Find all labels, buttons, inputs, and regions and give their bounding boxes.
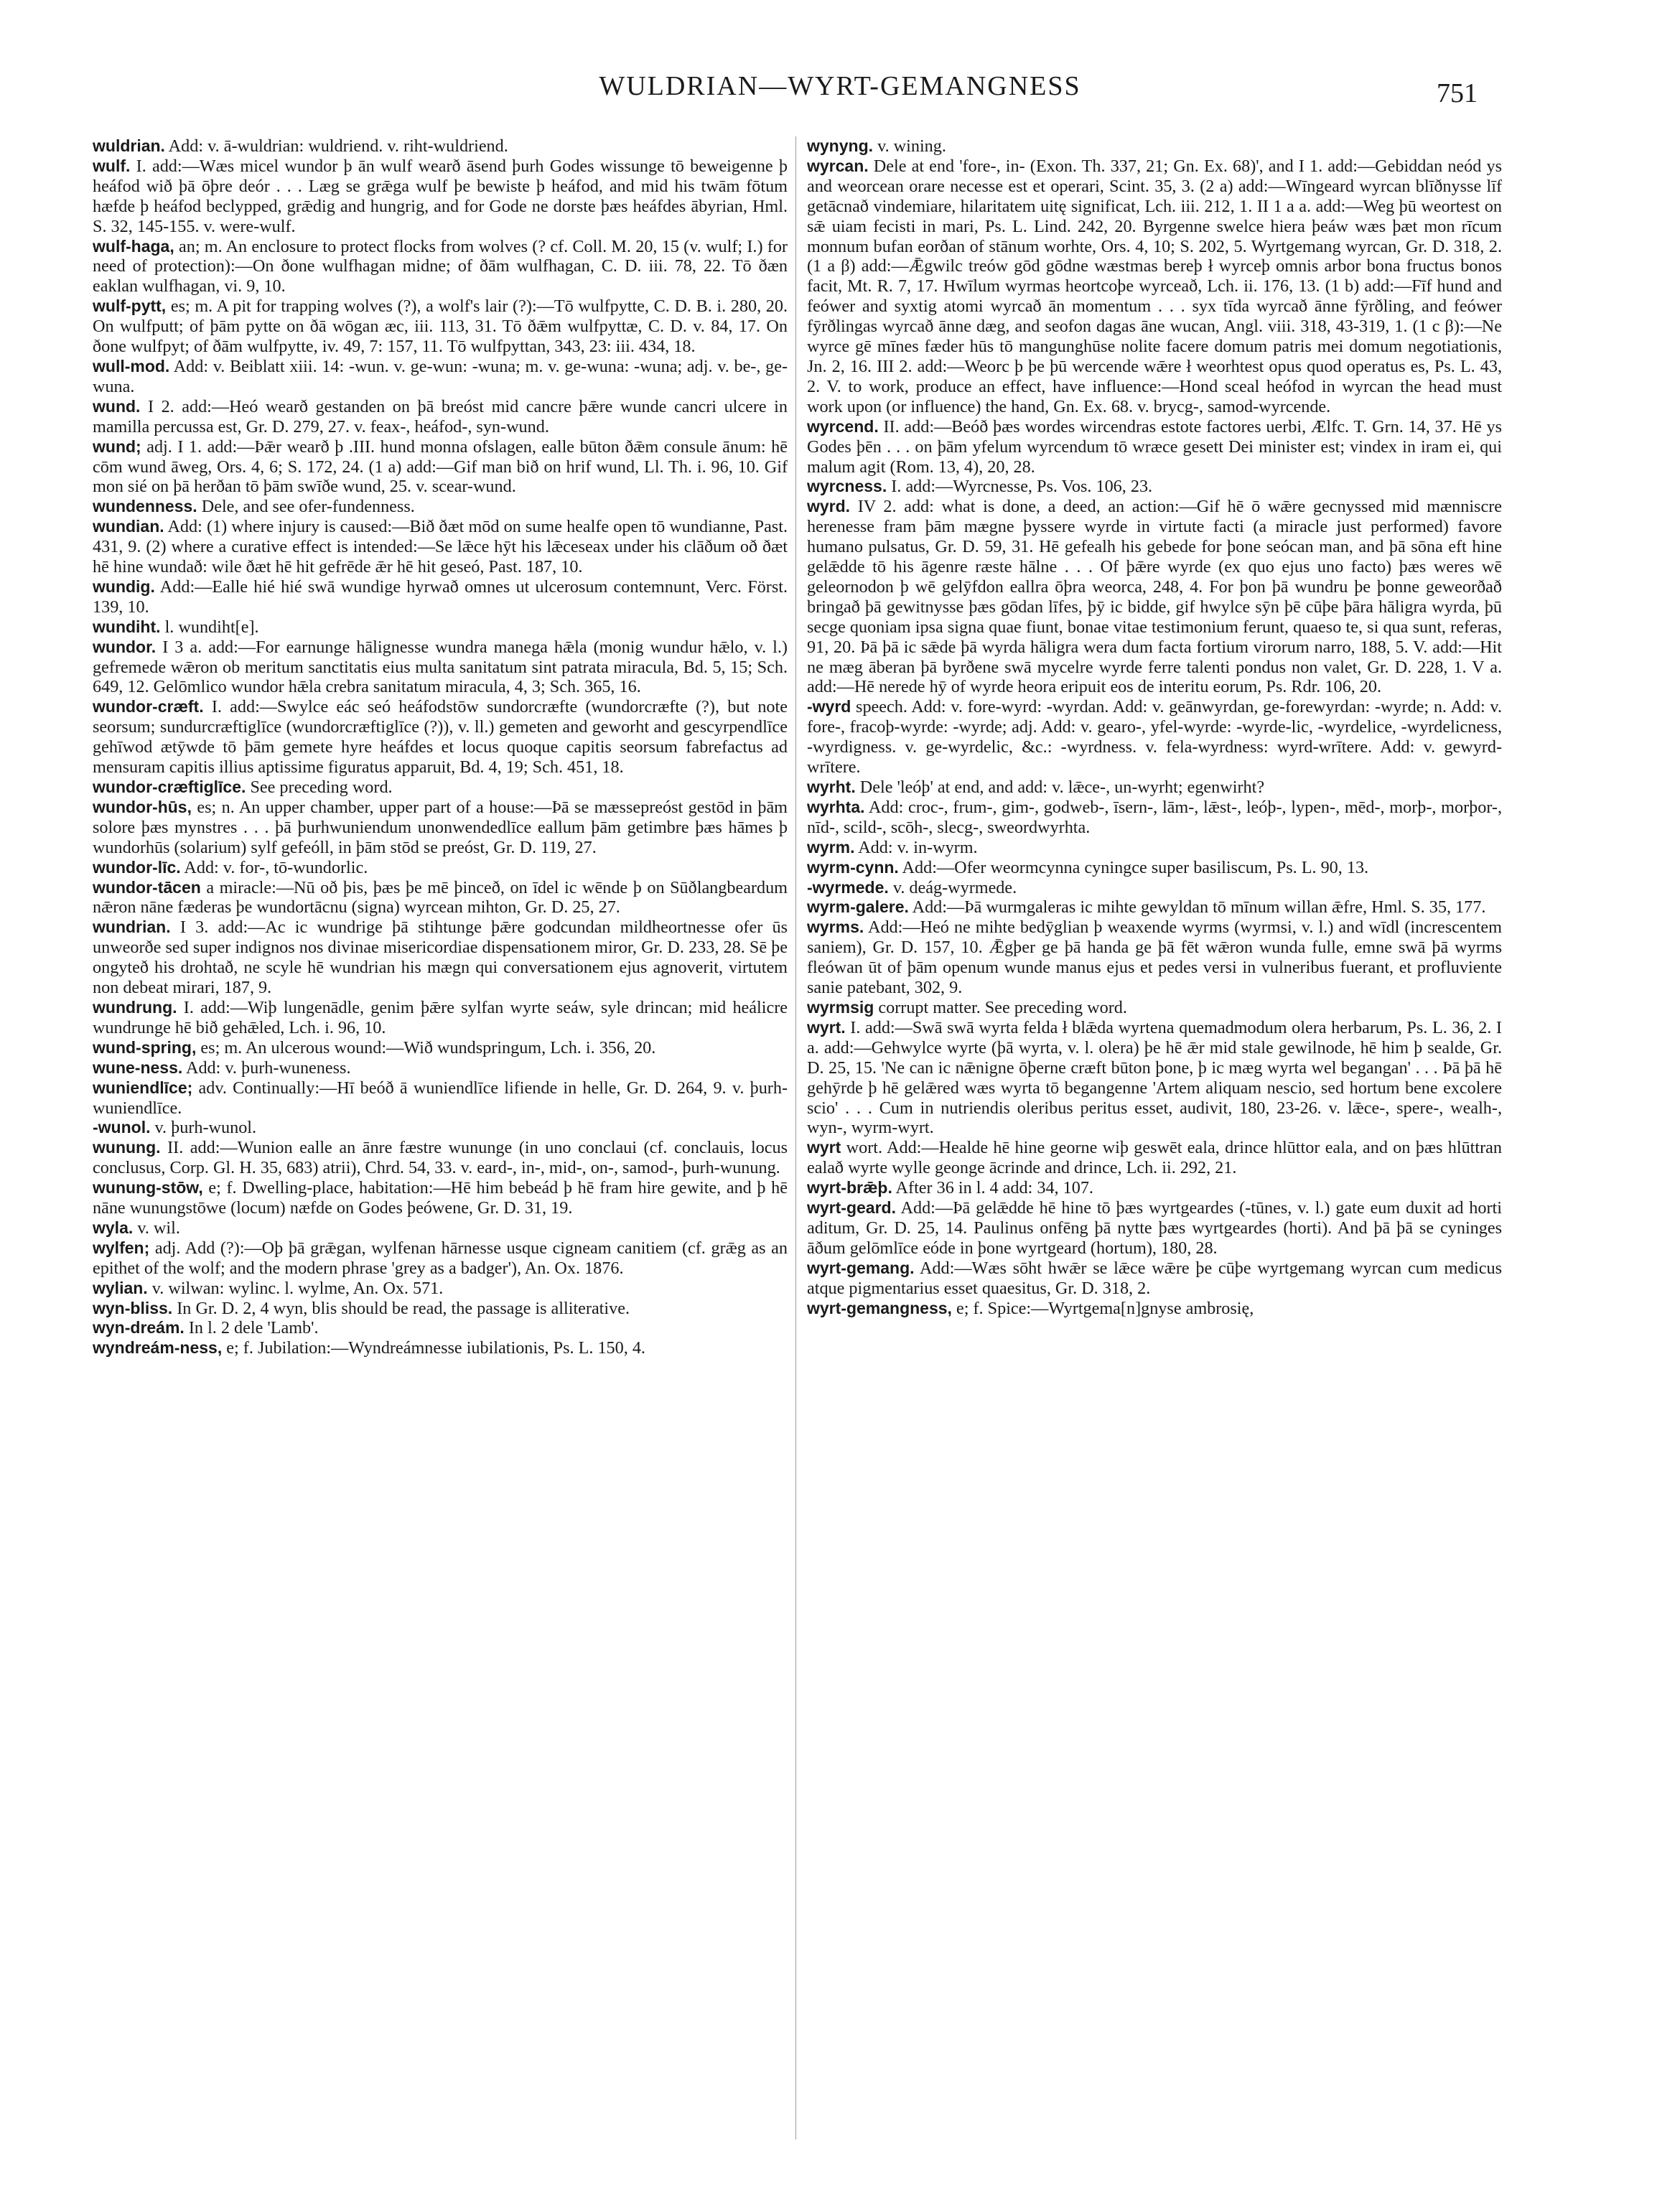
entry-text: After 36 in l. 4 add: 34, 107.	[892, 1178, 1093, 1198]
entry-text: II. add:—Beóð þæs wordes wircendras estote factores uerbi, Ælfc. T. Grn. 14, 37. Hē ys Godes þēn . . . on þām yfelum wyrcendum tō wræce gesett Dei minister est; vindex in iram ei, qui malum agit (Rom. 13, 4), 20, 28.	[807, 416, 1502, 477]
headword: wyrt	[807, 1138, 841, 1157]
headword: wylian.	[93, 1278, 148, 1297]
column-divider	[795, 136, 796, 2139]
running-title: WULDRIAN—WYRT-GEMANGNESS	[599, 71, 1081, 101]
headword: wyla.	[93, 1218, 134, 1237]
right-column	[807, 136, 1502, 2161]
page-header	[0, 66, 1680, 116]
headword: wyrcend.	[807, 416, 879, 436]
entry-text: v. wil.	[133, 1218, 180, 1238]
headword: wyrt-brǣþ.	[807, 1178, 892, 1198]
dictionary-entry	[93, 297, 788, 357]
headword: wyrt-gemang.	[807, 1258, 915, 1277]
dictionary-entry	[807, 157, 1502, 417]
headword: wyrcan.	[807, 156, 869, 175]
entry-text: e; f. Jubilation:—Wyndreámnesse iubilationis, Ps. L. 150, 4.	[222, 1338, 645, 1358]
headword: wulf-haga,	[93, 236, 174, 256]
headword: wyrt-geard.	[807, 1198, 896, 1218]
headword: wundor-cræftiglīce.	[93, 778, 246, 796]
headword: wylfen;	[93, 1238, 150, 1257]
dictionary-entry	[93, 858, 788, 878]
entry-text: Dele 'leóþ' at end, and add: v. lǣce-, un-wyrht; egenwirht?	[855, 778, 1265, 797]
entry-text: es; m. A pit for trapping wolves (?), a wolf's lair (?):—Tō wulfpytte, C. D. B. i. 280, 20. On wulfputt; of þām pytte on ðā wōgan æc, iii. 113, 31. Tō ðǣm wulfpyttæ, C. D. v. 84, 17. On ðone wulfpyt; of ðām wulfpytte, iv. 49, 7: 157, 11. Tō wulfpyttan, 343, 23: iii. 434, 18.	[93, 297, 788, 357]
headword: wyrmsig	[807, 997, 874, 1017]
headword: wyrht.	[807, 778, 856, 796]
headword: wuniendlīce;	[93, 1078, 193, 1097]
entry-text: II. add:—Wunion ealle an ānre fæstre wununge (in uno conclaui (cf. conclauis, locus conclusus, Corp. Gl. H. 35, 683) atrii), Chrd. 54, 33. v. eard-, in-, mid-, on-, samod-, þurh-wunung.	[93, 1138, 788, 1178]
entry-text: adj. Add (?):—Oþ þā grǣgan, wylfenan hārnesse usque cigneam canitiem (cf. grǣg as an epithet of the wolf; and the modern phrase 'grey as a badger'), An. Ox. 1876.	[93, 1238, 788, 1278]
dictionary-entry	[807, 798, 1502, 838]
entry-text: I. add:—Wæs micel wundor þ ān wulf wearð āsend þurh Godes wissunge tō beweigenne þ heáfod wið þā ōþre deór . . . Læg se grǣga wulf þe bewiste þ heáfod, and mid his twām fōtum hæfde þ heáfod beclypped, grǣdig and hungrig, and for Gode ne dorste þæs heáfdes ābyrian, Hml. S. 32, 145-155. v. were-wulf.	[93, 156, 788, 236]
headword: wundrung.	[93, 997, 177, 1017]
entry-text: speech. Add: v. fore-wyrd: -wyrdan. Add: v. geānwyrdan, ge-forewyrdan: -wyrde; n. Add: v. fore-, fracoþ-wyrde: -wyrde; adj. Add: v. gearo-, yfel-wyrde: -wyrde-lic, -wyrdelice, -wyrdelicness, -wyrdigness. v. ge-wyrdelic, &c.: -wyrdness. v. fela-wyrdness: wyrd-wrītere. Add: v. gewyrd-wrītere.	[807, 697, 1502, 778]
entry-text: v. wining.	[873, 136, 946, 156]
dictionary-entry	[93, 1318, 788, 1338]
entry-text: I 3 a. add:—For earnunge hālignesse wundra manega hǣla (monig wundur hǣlo, v. l.) gefremede wǣron ob meritum sanctitatis eius multa sanitatum sint patrata miracula, Bd. 5, 15; Sch. 649, 12. Gelōmlico wundor hǣla crebra sanitatum miracula, 4, 3; Sch. 365, 16.	[93, 637, 788, 697]
dictionary-entry	[807, 1138, 1502, 1178]
headword: wyn-dreám.	[93, 1318, 185, 1338]
dictionary-entry	[807, 838, 1502, 858]
dictionary-entry	[93, 1279, 788, 1299]
dictionary-entry	[93, 1338, 788, 1358]
headword: wuldrian.	[93, 136, 165, 155]
dictionary-entry	[807, 897, 1502, 918]
dictionary-entry	[93, 1218, 788, 1238]
dictionary-entry	[93, 357, 788, 397]
entry-text: Add:—Wæs sōht hwǣr se lǣce wǣre þe cūþe wyrtgemang wyrcan cum medicus atque pigmentarius esset quaesitus, Gr. D. 318, 2.	[807, 1258, 1502, 1298]
entry-text: an; m. An enclosure to protect flocks from wolves (? cf. Coll. M. 20, 15 (v. wulf; I.) for need of protection):—On ðone wulfhagan midne; of ðām wulfhagan, C. D. iii. 78, 22. Tō ðæn eaklan wulfhagan, vi. 9, 10.	[93, 236, 788, 297]
dictionary-entry	[93, 1238, 788, 1279]
entry-text: Dele, and see ofer-fundenness.	[197, 497, 415, 517]
headword: wyrt-gemangness,	[807, 1298, 952, 1317]
entry-text: I. add:—Swylce eác seó heáfodstōw sundorcræfte (wundorcræfte (?), but note seorsum; sundurcræftiglīce (wundorcræftiglīce (?)), v. ll.) gemeten and geworht and gescyrpendlīce gehīwod ætȳwde tō þām gemete hyre heáfdes et locus quoque capitis seorsum fabrefactus ad mensuram capitis illius aptissime figuratus apparuit, Bd. 4, 19; Sch. 451, 18.	[93, 697, 788, 778]
dictionary-entry	[93, 998, 788, 1038]
dictionary-entry	[93, 918, 788, 998]
entry-text: v. deág-wyrmede.	[888, 877, 1017, 897]
dictionary-entry	[93, 1138, 788, 1178]
dictionary-entry	[93, 1078, 788, 1119]
entry-text: e; f. Dwelling-place, habitation:—Hē him bebeád þ hē fram hire gewite, and þ hē nāne wunungstōwe (locum) næfde on Godes þeówene, Gr. D. 31, 19.	[93, 1178, 788, 1218]
headword: wundor-cræft.	[93, 697, 204, 716]
headword: wundrian.	[93, 918, 171, 937]
entry-text: es; m. An ulcerous wound:—Wið wundspringum, Lch. i. 356, 20.	[196, 1037, 656, 1058]
dictionary-entry	[807, 858, 1502, 878]
left-column	[93, 136, 788, 2161]
dictionary-entry	[807, 998, 1502, 1018]
headword: wyrm-cynn.	[807, 857, 899, 877]
headword: wundor.	[93, 637, 157, 656]
entry-text: Add:—Ealle hié hié swā wundige hyrwað omnes ut ulcerosum contemnunt, Verc. Först. 139, 10.	[93, 576, 788, 617]
dictionary-entry	[93, 577, 788, 617]
entry-text: IV 2. add: what is done, a deed, an action:—Gif hē ō wǣre gecnyssed mid mænniscre herenesse fram þām mægne þyssere wyrde in virtute facti (a miracle just performed) favore humano pulsatus, Gr. D. 59, 31. Hē gefealh his gebede for þone seócan man, and þā sōna eft hine gelǣdde tō his āgenre ræste hālne . . . Of þǣre wyrde (ex quo ejus uno facto) þæs weres wē geleornodon þ wē gelȳfdon eallra ōþra weorca, 248, 4. For þon þā wundru þe þonne geweorðað bringað þā gewitnysse þæs gōdan līfes, þȳ ic bidde, gif hwylce sȳn þē cūþe þāra hāligra wyrda, þū secge quoniam ipsa signa quae fiunt, bonae vitae testimonium ferunt, quaeso te, si qua sunt, referas, 91, 20. Þā þā ic sǣde þā wyrda hāligra wera dum facta fortium virorum narro, 188, 5. V. add:—Hit ne mæg āberan þā byrðene swā mycelre wyrde ferre talenti pondus non valet, Gr. D. 228, 1. V a. add:—Hē nerede hȳ of wyrde heora eripuit eos de interitu eorum, Ps. Rdr. 106, 20.	[807, 497, 1502, 697]
dictionary-entry	[807, 497, 1502, 697]
dictionary-entry	[807, 1178, 1502, 1198]
entry-text: Add:—Ofer weormcynna cyningce super basiliscum, Ps. L. 90, 13.	[898, 857, 1369, 877]
dictionary-entry	[93, 237, 788, 297]
headword: wundor-tācen	[93, 877, 201, 897]
headword: wund-spring,	[93, 1037, 197, 1057]
dictionary-entry	[807, 1198, 1502, 1259]
dictionary-entry	[93, 878, 788, 918]
dictionary-entry	[807, 417, 1502, 477]
dictionary-entry	[93, 497, 788, 517]
entry-text: I 2. add:—Heó wearð gestanden on þā breóst mid cancre þǣre wunde cancri ulcere in mamilla percussa est, Gr. D. 279, 27. v. feax-, heáfod-, syn-wund.	[93, 396, 788, 437]
entry-text: Add: v. Beiblatt xiii. 14: -wun. v. ge-wun: -wuna; m. v. ge-wuna: -wuna; adj. v. be-, ge-wuna.	[93, 356, 788, 396]
headword: wyrms.	[807, 918, 864, 937]
headword: wundian.	[93, 517, 164, 536]
entry-text: v. wilwan: wylinc. l. wylme, An. Ox. 571.	[147, 1278, 444, 1298]
entry-text: wort. Add:—Healde hē hine georne wiþ geswēt eala, drince hlūttor eala, and on þæs hlūttran ealað wyrte wylle geonge ācrinde and drince, Lch. ii. 292, 21.	[807, 1138, 1502, 1178]
entry-text: Add: v. in-wyrm.	[854, 837, 978, 857]
headword: wund;	[93, 437, 141, 456]
entry-text: I. add:—Wyrcnesse, Ps. Vos. 106, 23.	[887, 477, 1153, 497]
dictionary-entry	[807, 477, 1502, 497]
entry-text: Add: v. for-, tō-wundorlic.	[180, 857, 368, 877]
headword: -wyrd	[807, 697, 851, 716]
headword: wunung.	[93, 1138, 161, 1157]
entry-text: Add: (1) where injury is caused:—Bið ðæt mōd on sume healfe open tō wundianne, Past. 431, 9. (2) where a curative effect is intended:—Se lǣce hȳt his lǣceseax under his clāðum oð ðæt hē hine wundað: wile ðæt hē hit gefrēde ǣr hē hit geseó, Past. 187, 10.	[93, 517, 788, 577]
headword: wulf.	[93, 156, 131, 175]
dictionary-entry	[93, 1058, 788, 1078]
dictionary-entry	[93, 697, 788, 778]
dictionary-entry	[93, 136, 788, 157]
headword: wundig.	[93, 576, 155, 596]
headword: wundenness.	[93, 497, 197, 516]
entry-text: In l. 2 dele 'Lamb'.	[184, 1318, 319, 1338]
dictionary-entry	[93, 638, 788, 698]
entry-text: Add: v. þurh-wuneness.	[182, 1058, 351, 1078]
dictionary-entry	[807, 1259, 1502, 1299]
entry-text: I. add:—Swā swā wyrta felda ł blǣda wyrtena quemadmodum olera herbarum, Ps. L. 36, 2. I a. add:—Gehwylce wyrte (þā wyrta, v. l. olera) þe hē ǣr mid stale gewilnode, hē him þ sealde, Gr. D. 25, 15. 'Ne can ic nǣnigne ōþerne cræft būton þone, þ ic mæg wyrta wel begangan' . . . Þā þā hē gehȳrde þ hē gelǣred wæs wyrta tō begangenne 'Artem aliquam nescio, sed hortum bene excolere scio' . . . Cum in nutriendis oleribus peritus esset, audivit, 180, 23-26. v. lǣce-, spere-, wealh-, wyn-, wyrm-wyrt.	[807, 1017, 1502, 1138]
headword: wulf-pytt,	[93, 297, 167, 316]
headword: wyn-bliss.	[93, 1298, 173, 1317]
dictionary-entry	[93, 517, 788, 577]
dictionary-entry	[807, 1018, 1502, 1138]
entry-text: Add:—Þā gelǣdde hē hine tō þæs wyrtgeardes (-tūnes, v. l.) gate eum duxit ad horti aditum, Gr. D. 25, 14. Paulinus onfēng þā nytte þæs wyrtgeardes (horti). And þā þā se cyninges āðum gelōmlīce eóde in þone wyrtgeard (hortum), 180, 28.	[807, 1198, 1502, 1258]
entry-text: In Gr. D. 2, 4 wyn, blis should be read, the passage is alliterative.	[172, 1298, 630, 1318]
dictionary-entry	[807, 878, 1502, 898]
headword: wyrhta.	[807, 797, 865, 816]
dictionary-entry	[93, 778, 788, 798]
dictionary-entry	[93, 798, 788, 858]
entry-text: es; n. An upper chamber, upper part of a house:—Þā se mæssepreóst gestōd in þām solore þæs mynstres . . . þā þurhwuniendum unonwendedlīce eallum þām getimbre þæs hāmes þ wundorhūs (solarium) sylf gefeóll, in þām stōd se preóst, Gr. D. 119, 27.	[93, 797, 788, 857]
headword: wune-ness.	[93, 1058, 183, 1077]
entry-text: Add:—Þā wurmgaleras ic mihte gewyldan tō mīnum willan ǣfre, Hml. S. 35, 177.	[908, 897, 1486, 918]
dictionary-entry	[93, 1038, 788, 1058]
headword: wyrm-galere.	[807, 897, 909, 917]
dictionary-entry	[93, 157, 788, 237]
entry-text: v. þurh-wunol.	[150, 1118, 257, 1138]
entry-text: Dele at end 'fore-, in- (Exon. Th. 337, 21; Gn. Ex. 68)', and I 1. add:—Gebiddan neód ys and weorcean orare necesse est et operari, Scint. 35, 3. (2 a) add:—Wīngeard wyrcan blīðnysse līf getācnað vindemiare, hilaritatem uitę significat, Lch. iii. 212, 1. II 1 a a. add:—Weg þū weortest on sǣ uiam fecisti in mari, Ps. L. Lind. 242, 20. Byrgenne swelce hiera þeáw wæs þæt mon rīcum monnum bufan eorðan of stānum worhte, Ors. 4, 10; S. 202, 5. Wyrtgemang wyrcan, Gr. D. 318, 2. (1 a β) add:—Ǣgwilc treów gōd gōdne wæstmas bereþ ł wyrceþ omnis arbor bona fructus bonos facit, Mt. R. 7, 17. Hwīlum wyrmas heortcoþe wyrceað, Lch. ii. 176, 13. (1 b) add:—Fīf hund and feówer and syxtig atomi wyrcað ān momentum . . . syx tīda wyrcað ānne fȳrðling, and feówer fȳrðlingas wyrcað ānne dæg, and seofon dagas āne wucan, Angl. viii. 318, 43-319, 1. (1 c β):—Ne wyrce gē mīnes fæder hūs tō mangunghūse nolite facere domum patris mei domum negotiationis, Jn. 2, 16. III 2. add:—Weorc þ þe þū wercende wǣre ł weorhtest opus quod operatus es, Ps. L. 43, 2. V. to work, produce an effect, have influence:—Hond sceal heófod in wyrcan the head must work upon (or influence) the hand, Gn. Ex. 68. v. brycg-, samod-wyrcende.	[807, 156, 1502, 416]
headword: -wunol.	[93, 1118, 151, 1137]
dictionary-entry	[93, 397, 788, 437]
headword: wund.	[93, 396, 141, 416]
headword: wyrd.	[807, 497, 851, 516]
dictionary-entry	[807, 918, 1502, 998]
entry-text: corrupt matter. See preceding word.	[874, 997, 1127, 1017]
dictionary-entry	[93, 1178, 788, 1218]
headword: wundor-hūs,	[93, 797, 192, 816]
dictionary-entry	[93, 1118, 788, 1138]
headword: wyrcness.	[807, 477, 887, 496]
entry-text: e; f. Spice:—Wyrtgema[n]gnyse ambrosię,	[951, 1298, 1254, 1318]
entry-text: Add: croc-, frum-, gim-, godweb-, īsern-, lām-, lǣst-, leóþ-, lypen-, mēd-, morþ-, morþor-, nīd-, scild-, scōh-, slecg-, sweordwyrhta.	[807, 797, 1502, 837]
headword: wundiht.	[93, 617, 161, 636]
entry-text: adj. I 1. add:—Þǣr wearð þ .III. hund monna ofslagen, ealle būton ðǣm consule ānum: hē cōm wund āweg, Ors. 4, 6; S. 172, 24. (1 a) add:—Gif man bið on hrif wund, Ll. Th. i. 96, 10. Gif mon sié on þā herðan tō þām swīðe wund, 25. v. scear-wund.	[93, 437, 788, 497]
dictionary-entry	[807, 697, 1502, 778]
dictionary-entry	[93, 437, 788, 498]
headword: wundor-līc.	[93, 857, 181, 877]
headword: -wyrmede.	[807, 877, 889, 897]
headword: wyrm.	[807, 837, 855, 856]
dictionary-entry	[93, 1299, 788, 1319]
headword: wyrt.	[807, 1017, 846, 1037]
headword: wynyng.	[807, 136, 874, 155]
entry-text: Add:—Heó ne mihte bedȳglian þ weaxende wyrms (wyrmsi, v. l.) and wīdl (increscentem saniem), Gr. D. 157, 10. Ǣgþer ge þā handa ge þā fēt wǣron wunda fulle, emne swā þā wyrms fleówan ūt of þām openum wunde manus ejus et pedes versi in vulneribus fuerant, et profluviente sanie patebant, 302, 9.	[807, 918, 1502, 998]
entry-text: Add: v. ā-wuldrian: wuldriend. v. riht-wuldriend.	[164, 136, 508, 156]
dictionary-entry	[807, 1299, 1502, 1319]
dictionary-entry	[807, 136, 1502, 157]
dictionary-entry	[807, 778, 1502, 798]
entry-text: See preceding word.	[246, 778, 393, 797]
headword: wyndreám-ness,	[93, 1338, 223, 1358]
page-number: 751	[1437, 78, 1478, 108]
entry-text: I. add:—Wiþ lungenādle, genim þǣre sylfan wyrte seáw, syle drincan; mid heálicre wundrunge hē bið gehǣled, Lch. i. 96, 10.	[93, 997, 788, 1037]
entry-text: a miracle:—Nū oð þis, þæs þe mē þinceð, on īdel ic wēnde þ on Sūðlangbeardum nǣron nāne fæderas þe wundortācnu (signa) wyrcean mihton, Gr. D. 25, 27.	[93, 877, 788, 918]
headword: wull-mod.	[93, 356, 170, 375]
entry-text: l. wundiht[e].	[160, 617, 259, 637]
headword: wunung-stōw,	[93, 1178, 203, 1198]
dictionary-entry	[93, 617, 788, 638]
entry-text: I 3. add:—Ac ic wundrige þā stihtunge þǣre godcundan mildheortnesse ofer ūs unweorðe sed super indignos nos divinae misericordiae dispensationem miror, Gr. D. 233, 28. Sē þe ongyteð his drohtað, ne scyle hē wundrian his mægn qui conversationem ejus agnoverit, virtutem non debeat mirari, 187, 9.	[93, 918, 788, 998]
entry-text: adv. Continually:—Hī beóð ā wuniendlīce lifiende in helle, Gr. D. 264, 9. v. þurh-wuniendlīce.	[93, 1078, 788, 1118]
